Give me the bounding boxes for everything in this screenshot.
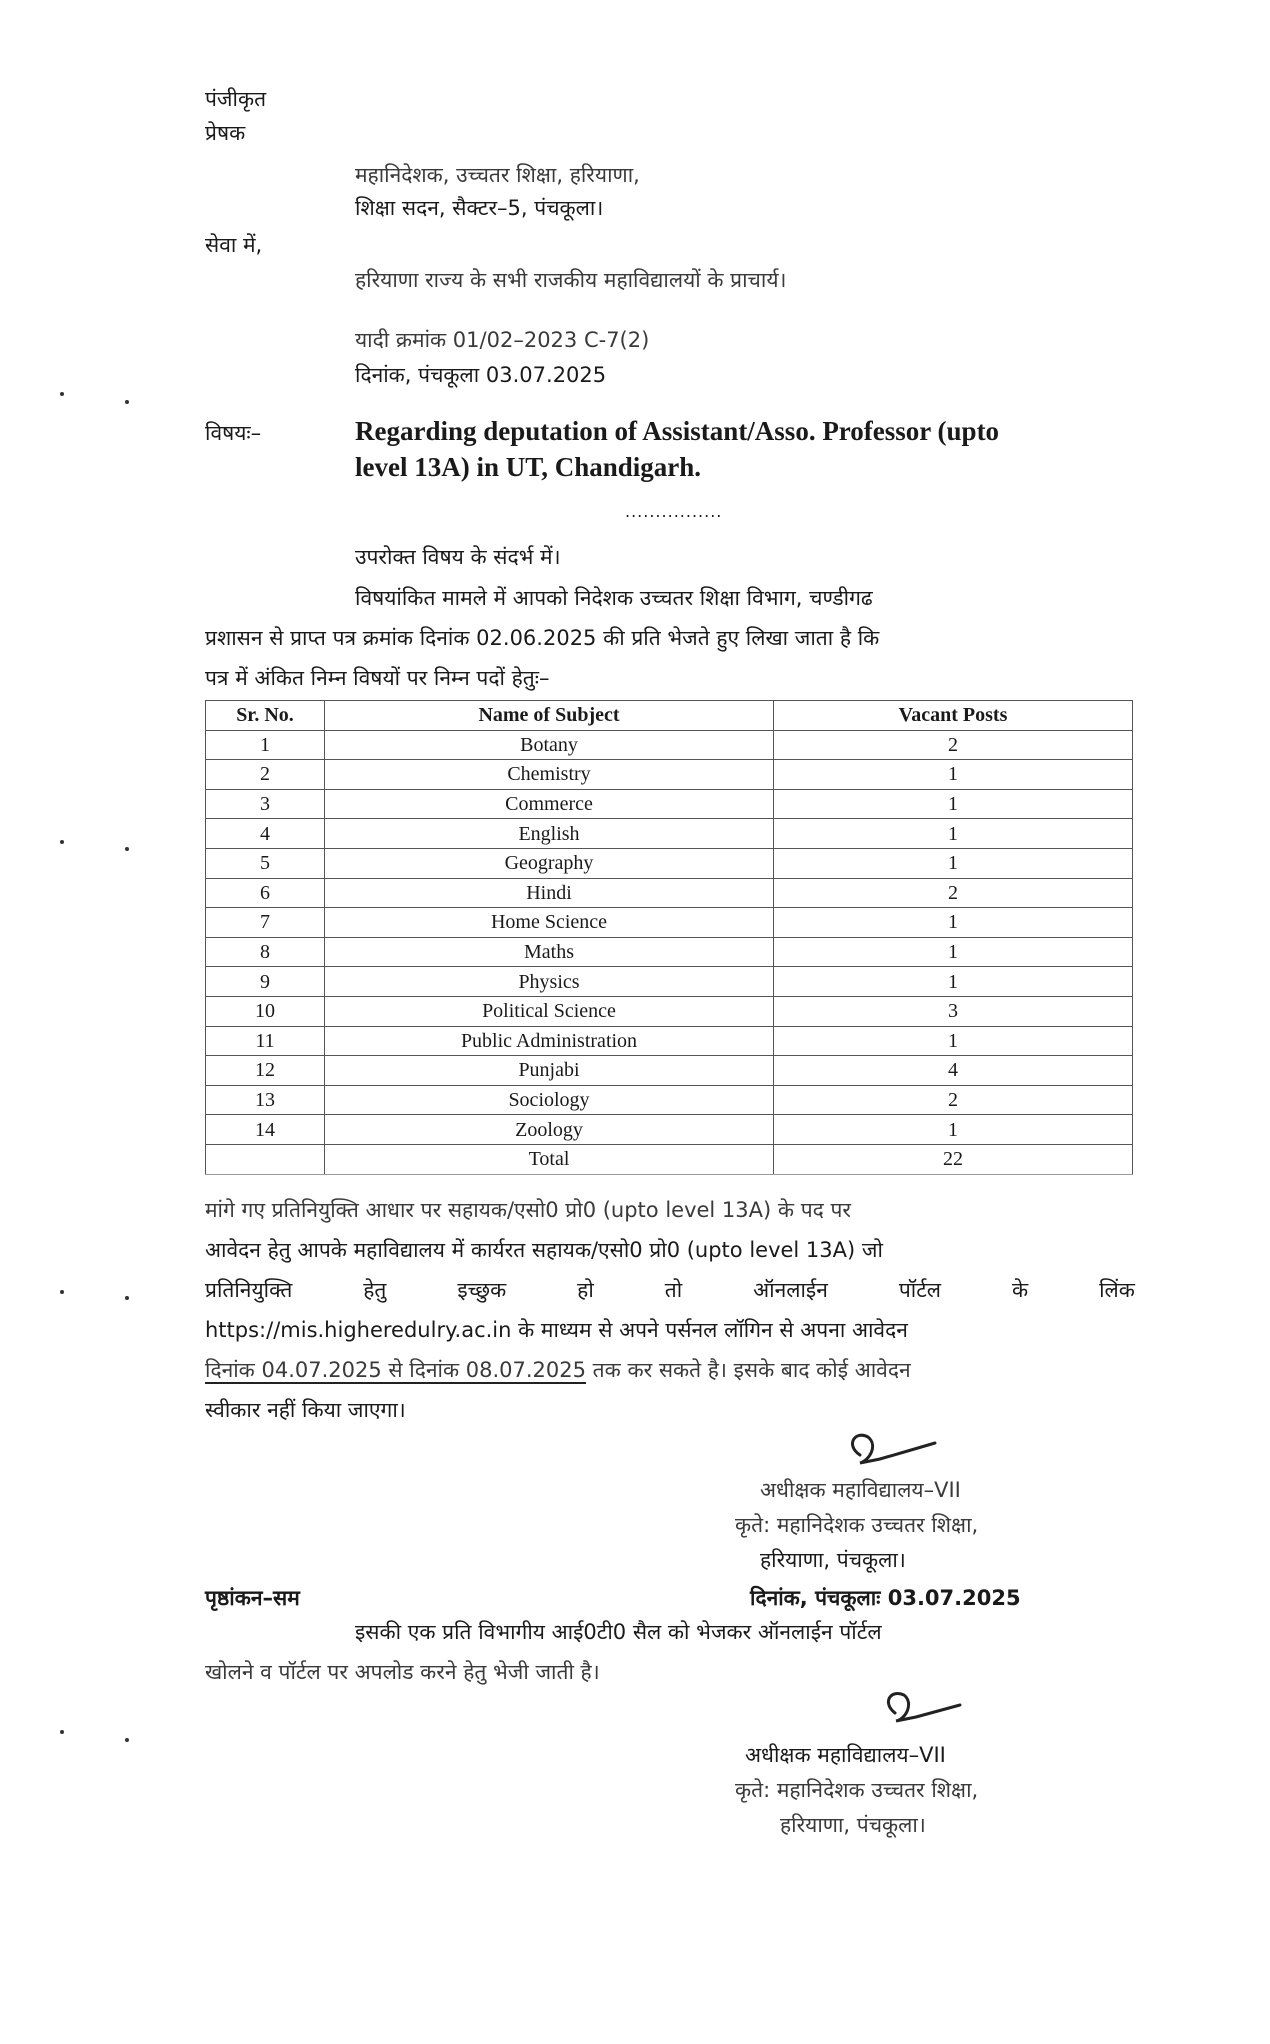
application-line-3-word: के: [1011, 1278, 1029, 1302]
row-vacant-posts: 1: [774, 848, 1133, 878]
endorsement-date: दिनांक, पंचकूलाः 03.07.2025: [750, 1586, 1021, 1610]
row-subject: Geography: [325, 848, 774, 878]
table-row: [206, 996, 1133, 1026]
header-vacant-posts: Vacant Posts: [774, 701, 1133, 731]
table-row: [206, 848, 1133, 878]
row-vacant-posts: 1: [774, 819, 1133, 849]
row-vacant-posts: 1: [774, 937, 1133, 967]
row-vacant-posts: 2: [774, 878, 1133, 908]
row-subject: Chemistry: [325, 760, 774, 790]
sender-line-2: शिक्षा सदन, सैक्टर–5, पंचकूला।: [355, 196, 604, 220]
subject-text: [355, 413, 1135, 485]
table-row: [206, 937, 1133, 967]
signature-mark-1: [840, 1425, 960, 1475]
table-header-row: [206, 701, 1133, 731]
table-row: [206, 760, 1133, 790]
row-vacant-posts: 3: [774, 996, 1133, 1026]
reference-line: उपरोक्त विषय के संदर्भ में।: [355, 545, 561, 569]
row-subject: Political Science: [325, 996, 774, 1026]
scan-speck: [60, 840, 64, 844]
application-line-3-word: हो: [577, 1278, 594, 1302]
row-vacant-posts: 1: [774, 1026, 1133, 1056]
endorsement-line-2: खोलने व पॉर्टल पर अपलोड करने हेतु भेजी जाती है।: [205, 1660, 600, 1684]
row-subject: Commerce: [325, 789, 774, 819]
signature-1-designation: अधीक्षक महाविद्यालय–VII: [760, 1478, 961, 1502]
row-subject: Botany: [325, 730, 774, 760]
application-line-5-rest: तक कर सकते है। इसके बाद कोई आवेदन: [586, 1358, 911, 1382]
row-sr-no: 1: [206, 730, 325, 760]
application-line-1: मांगे गए प्रतिनियुक्ति आधार पर सहायक/एसो0 प्रो0 (upto level 13A) के पद पर: [205, 1198, 851, 1222]
endorsement-text: [205, 1612, 1135, 1692]
row-vacant-posts: 1: [774, 760, 1133, 790]
application-line-5: [205, 1350, 1135, 1390]
application-line-3-word: ऑनलाईन: [753, 1278, 828, 1302]
application-line-6: स्वीकार नहीं किया जाएगा।: [205, 1398, 406, 1422]
endorsement-line-1: इसकी एक प्रति विभागीय आई0टी0 सैल को भेजकर ऑनलाईन पॉर्टल: [355, 1620, 882, 1644]
intro-line-3: पत्र में अंकित निम्न विषयों पर निम्न पदों हेतुः–: [205, 666, 550, 690]
application-line-3-word: इच्छुक: [457, 1278, 507, 1302]
row-vacant-posts: 2: [774, 730, 1133, 760]
signature-2-place: हरियाणा, पंचकूला।: [780, 1813, 926, 1837]
intro-line-1: विषयांकित मामले में आपको निदेशक उच्चतर शिक्षा विभाग, चण्डीगढ: [355, 586, 873, 610]
subject-line-1: Regarding deputation of Assistant/Asso. Professor (upto: [355, 416, 1000, 446]
row-subject: Sociology: [325, 1085, 774, 1115]
table-row: [206, 1026, 1133, 1056]
table-row: [206, 730, 1133, 760]
row-sr-no: 7: [206, 908, 325, 938]
row-sr-no: 10: [206, 996, 325, 1026]
to-label: सेवा में,: [205, 233, 263, 257]
row-sr-no: 6: [206, 878, 325, 908]
recipient: हरियाणा राज्य के सभी राजकीय महाविद्यालयों के प्राचार्य।: [355, 268, 787, 292]
total-value: 22: [774, 1144, 1133, 1174]
row-sr-no: 3: [206, 789, 325, 819]
table-body: [206, 730, 1133, 1144]
application-line-4: https://mis.higheredulry.ac.in के माध्यम से अपने पर्सनल लॉगिन से अपना आवेदन: [205, 1318, 908, 1342]
table-row: [206, 908, 1133, 938]
application-line-3-word: प्रतिनियुक्ति: [205, 1278, 293, 1302]
total-label: Total: [325, 1144, 774, 1174]
application-line-3-word: तो: [664, 1278, 683, 1302]
row-sr-no: 14: [206, 1115, 325, 1145]
subject-separator: ................: [625, 502, 723, 521]
table-row: [206, 878, 1133, 908]
scan-speck: [60, 1290, 64, 1294]
row-sr-no: 2: [206, 760, 325, 790]
row-vacant-posts: 4: [774, 1056, 1133, 1086]
row-vacant-posts: 1: [774, 908, 1133, 938]
application-paragraph: [205, 1190, 1135, 1430]
scan-speck: [125, 847, 129, 851]
header-subject: Name of Subject: [325, 701, 774, 731]
subject-line-2: level 13A) in UT, Chandigarh.: [355, 452, 702, 482]
intro-line-2: प्रशासन से प्राप्त पत्र क्रमांक दिनांक 02.06.2025 की प्रति भेजते हुए लिखा जाता है कि: [205, 626, 880, 650]
scan-speck: [125, 1296, 129, 1300]
sender-label: प्रेषक: [205, 121, 246, 145]
application-dates: दिनांक 04.07.2025 से दिनांक 08.07.2025: [205, 1358, 586, 1382]
subject-label: विषयः–: [205, 421, 262, 445]
table-row: [206, 1056, 1133, 1086]
row-sr-no: 13: [206, 1085, 325, 1115]
row-sr-no: 5: [206, 848, 325, 878]
application-line-2: आवेदन हेतु आपके महाविद्यालय में कार्यरत सहायक/एसो0 प्रो0 (upto level 13A) जो: [205, 1238, 883, 1262]
signature-1-on-behalf: कृते: महानिदेशक उच्चतर शिक्षा,: [735, 1513, 979, 1537]
letter-date: दिनांक, पंचकूला 03.07.2025: [355, 363, 607, 387]
row-subject: Public Administration: [325, 1026, 774, 1056]
scan-speck: [60, 392, 64, 396]
row-subject: Punjabi: [325, 1056, 774, 1086]
row-subject: Maths: [325, 937, 774, 967]
table-row: [206, 967, 1133, 997]
signature-mark-2: [880, 1685, 970, 1735]
row-sr-no: 4: [206, 819, 325, 849]
intro-paragraph: [205, 578, 1135, 698]
sender-line-1: महानिदेशक, उच्चतर शिक्षा, हरियाणा,: [355, 163, 640, 187]
row-vacant-posts: 1: [774, 1115, 1133, 1145]
table-total-row: [206, 1144, 1133, 1174]
row-sr-no: 11: [206, 1026, 325, 1056]
table-row: [206, 789, 1133, 819]
row-subject: Zoology: [325, 1115, 774, 1145]
table-row: [206, 819, 1133, 849]
application-line-3-word: लिंक: [1099, 1278, 1135, 1302]
signature-2-designation: अधीक्षक महाविद्यालय–VII: [745, 1743, 946, 1767]
row-vacant-posts: 1: [774, 789, 1133, 819]
row-sr-no: 9: [206, 967, 325, 997]
registered-label: पंजीकृत: [205, 87, 267, 111]
total-empty-cell: [206, 1144, 325, 1174]
row-sr-no: 8: [206, 937, 325, 967]
row-subject: Physics: [325, 967, 774, 997]
row-sr-no: 12: [206, 1056, 325, 1086]
row-subject: English: [325, 819, 774, 849]
endorsement-label: पृष्ठांकन–सम: [205, 1586, 300, 1610]
scan-speck: [60, 1730, 64, 1734]
row-subject: Hindi: [325, 878, 774, 908]
header-sr-no: Sr. No.: [206, 701, 325, 731]
application-line-3: [205, 1270, 1135, 1310]
row-vacant-posts: 2: [774, 1085, 1133, 1115]
memo-number: यादी क्रमांक 01/02–2023 C-7(2): [355, 328, 650, 352]
table-row: [206, 1115, 1133, 1145]
table-row: [206, 1085, 1133, 1115]
signature-1-place: हरियाणा, पंचकूला।: [760, 1548, 906, 1572]
scan-speck: [125, 400, 129, 404]
scan-speck: [125, 1738, 129, 1742]
vacancy-table: [205, 700, 1133, 1175]
application-line-3-word: हेतु: [363, 1278, 387, 1302]
application-line-3-word: पॉर्टल: [898, 1278, 942, 1302]
signature-2-on-behalf: कृते: महानिदेशक उच्चतर शिक्षा,: [735, 1778, 979, 1802]
row-subject: Home Science: [325, 908, 774, 938]
row-vacant-posts: 1: [774, 967, 1133, 997]
